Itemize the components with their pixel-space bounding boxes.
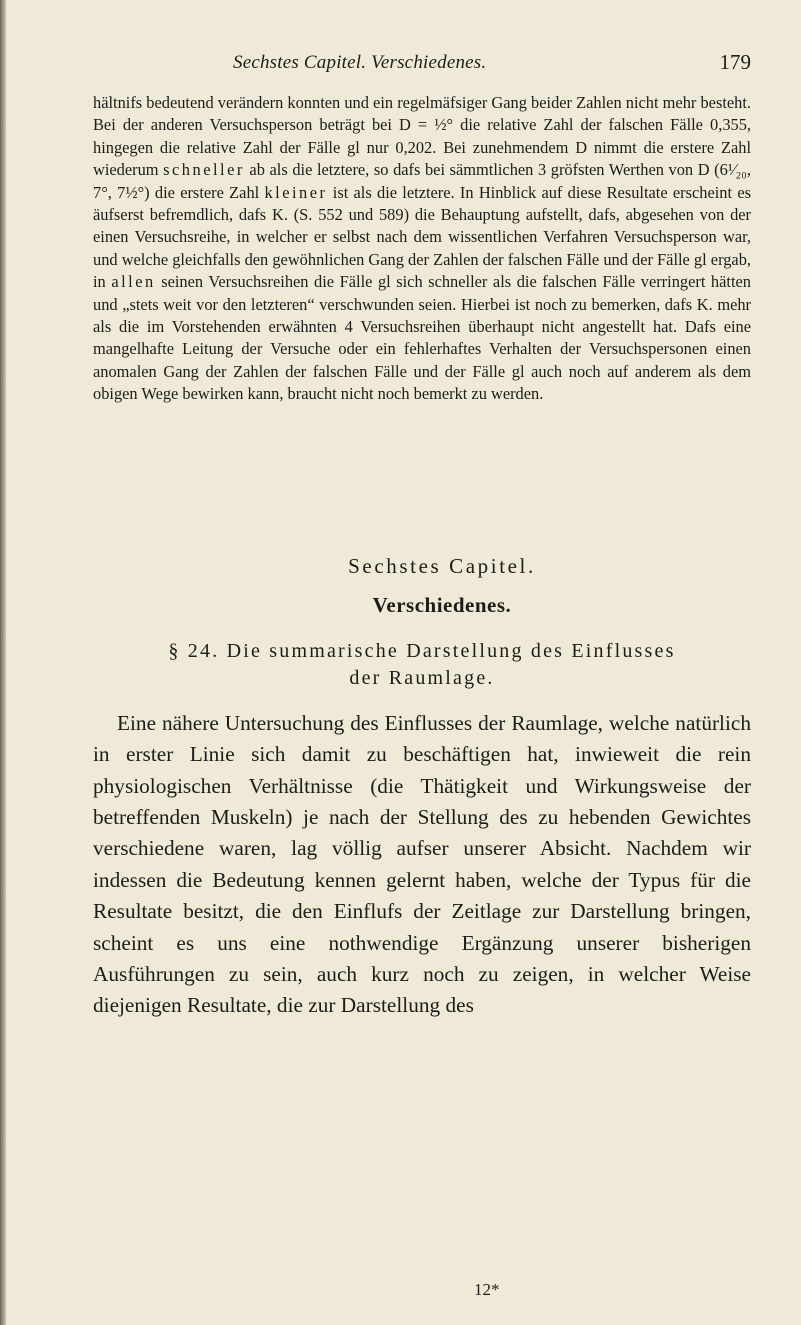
page-number: 179	[719, 50, 751, 74]
running-title: Sechstes Capitel. Verschiedenes.	[233, 52, 487, 73]
signature-mark: 12*	[474, 1280, 500, 1299]
emphasis-schneller: schneller	[163, 160, 245, 180]
section-number: § 24.	[168, 639, 220, 662]
section-body	[93, 708, 751, 1022]
section-title	[93, 638, 751, 692]
chapter-subtitle: Verschiedenes.	[372, 592, 512, 617]
body-paragraph: Eine nähere Untersuchung des Einflusses der Raumlage, welche natürlich in erster Linie sich damit zu beschäftigen hat, inwieweit die rein physiologischen Verhältnisse (die Thätigkeit und Wirkungsweise der betreffenden Muskeln) je nach der Stellung des zu hebenden Gewichtes verschiedene waren, lag völlig aufser unserer Absicht. Nachdem wir indessen die Bedeutung kennen gelernt haben, welche der Typus für die Resultate besitzt, die den Einflufs der Zeitlage zur Darstellung bringen, scheint es uns eine nothwendige Ergänzung unserer bisherigen Ausführungen zu sein, auch kurz noch zu zeigen, in welcher Weise diejenigen Resultate, die zur Darstellung des	[93, 710, 751, 1018]
emphasis-allen: allen	[111, 272, 156, 292]
page-edge-shadow	[0, 0, 6, 1325]
page-header	[93, 50, 751, 80]
paragraph-continuation: hältnifs bedeutend verändern konnten und ein regelmäfsiger Gang beider Zahlen nicht mehr besteht. Bei der anderen Versuchsperson beträgt bei D = ½° die relative Zahl der falschen Fälle 0,355, hingegen die relative Zahl der Fälle gl nur 0,202. Bei zunehmendem D nimmt die erstere Zahl wiederum schneller ab als die letztere, so dafs bei sämmtlichen 3 gröfsten Werthen von D (6¹⁄₂₀, 7°, 7½°) die erstere Zahl kleiner ist als die letztere. In Hinblick auf diese Resultate erscheint es äufserst befremdlich, dafs K. (S. 552 und 589) die Behauptung aufstellt, dafs, abgesehen von der einen Versuchsreihe, in welcher er selbst nach dem wissentlichen Verfahren Versuchsperson war, und welche gleichfalls den gewöhnlichen Gang der Zahlen der falschen Fälle und der Fälle gl ergab, in allen seinen Versuchsreihen die Fälle gl sich schneller als die falschen Fälle verringert hätten und „stets weit vor den letzteren“ verschwunden seien. Hierbei ist noch zu bemerken, dafs K. mehr als die im Vorstehenden erwähnten 4 Versuchsreihen überhaupt nicht angestellt hat. Dafs eine mangelhafte Leitung der Versuche oder ein fehlerhaftes Verhalten der Versuchspersonen einen anomalen Gang der Zahlen der falschen Fälle und der Fälle gl auch noch auf anderem als dem obigen Wege bewirken kann, braucht nicht noch bemerkt zu werden.	[93, 93, 751, 404]
emphasis-kleiner: kleiner	[264, 182, 328, 202]
section-title-line-1: § 24. Die summarische Darstellung des Einflusses	[168, 639, 676, 662]
chapter-heading: Sechstes Capitel.	[348, 553, 536, 578]
section-title-line-2: der Raumlage.	[349, 666, 495, 689]
previous-section-text	[93, 92, 751, 406]
book-page	[93, 50, 751, 1022]
